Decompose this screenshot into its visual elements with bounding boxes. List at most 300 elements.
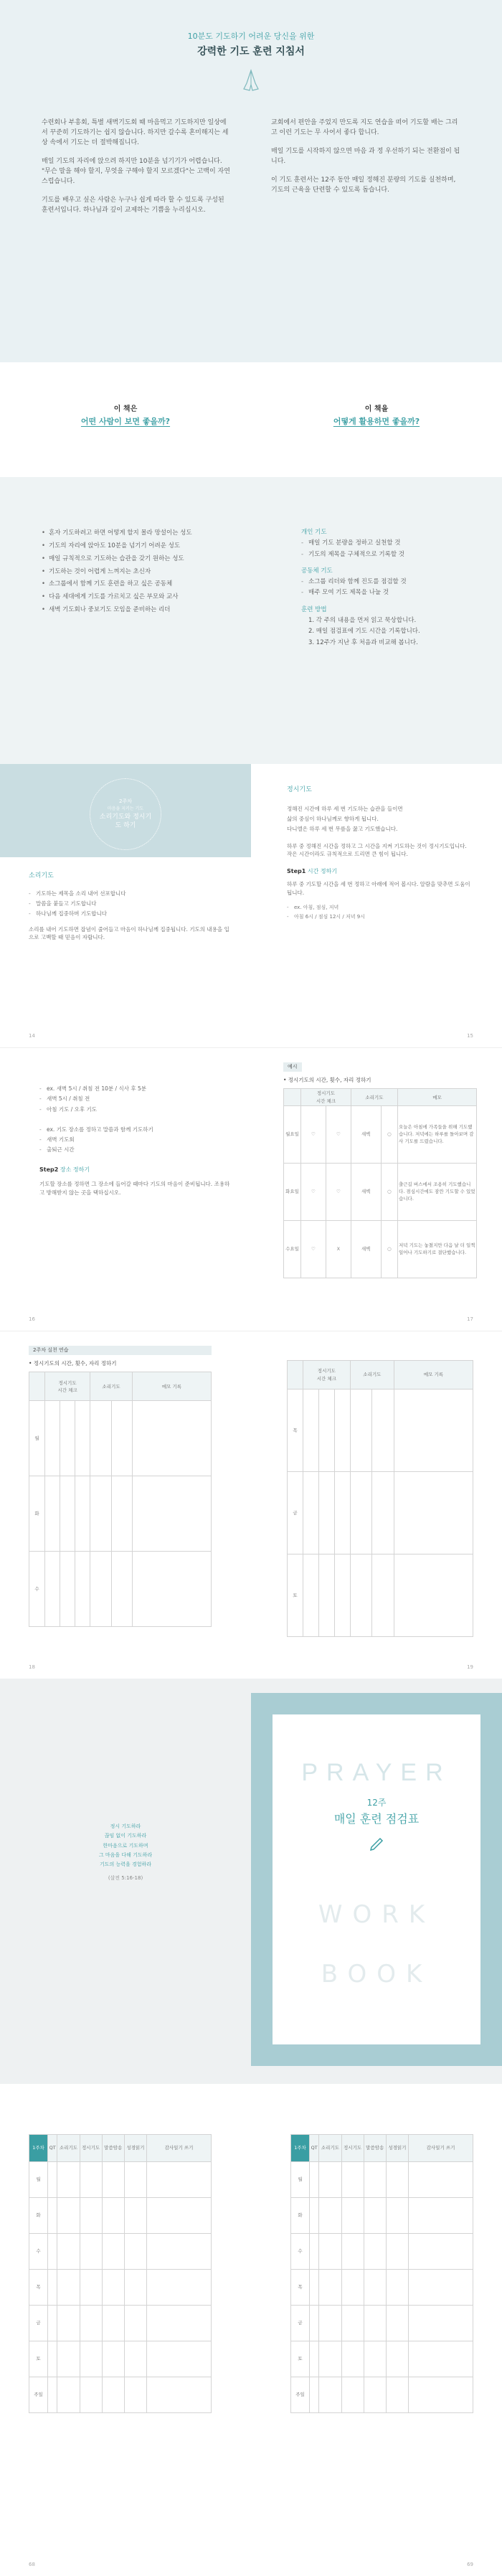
steps-spread — [0, 1047, 502, 1331]
left-bullet: - 기도하는 제목을 소리 내어 선포합니다 — [29, 889, 229, 899]
practice-memo-cell[interactable] — [394, 1390, 473, 1472]
checklist-cell[interactable] — [386, 2234, 408, 2270]
checklist-cell[interactable] — [319, 2306, 341, 2341]
checklist-cell[interactable] — [124, 2162, 146, 2198]
example-cell: X — [326, 1220, 351, 1278]
practice-cell[interactable] — [75, 1552, 90, 1627]
practice-row — [288, 1390, 473, 1472]
intro-right-column — [271, 118, 461, 196]
checklist-cell[interactable] — [341, 2234, 364, 2270]
practice-cell[interactable] — [334, 1390, 350, 1472]
intro-title: 강력한 기도 훈련 지침서 — [197, 46, 305, 57]
practice-cell[interactable] — [350, 1390, 372, 1472]
steps-left-page — [39, 1084, 233, 1197]
usage-left-item: • 소그룹에서 함께 기도 훈련을 하고 싶은 공동체 — [42, 578, 250, 591]
usage-left-item: • 다음 세대에게 기도를 가르치고 싶은 부모와 교사 — [42, 591, 250, 604]
checklist-cell[interactable] — [124, 2377, 146, 2413]
checklist-cell[interactable] — [124, 2341, 146, 2377]
step2-label: Step2 — [39, 1166, 59, 1173]
practice-th — [288, 1361, 303, 1390]
checklist-th: QT — [310, 2135, 319, 2162]
ex-line: - 새벽 5시 / 취침 전 — [39, 1094, 233, 1104]
practice-day: 목 — [288, 1390, 303, 1472]
checklist-row — [29, 2270, 212, 2306]
checklist-cell[interactable] — [57, 2270, 80, 2306]
practice-memo-cell[interactable] — [133, 1401, 212, 1476]
practice-day: 금 — [288, 1472, 303, 1554]
right-line: 정해진 시간에 하루 세 번 기도하는 습관을 들이면 — [287, 805, 403, 812]
checklist-row — [29, 2162, 212, 2198]
checklist-day: 목 — [291, 2270, 310, 2306]
page-number-left: 16 — [29, 1316, 35, 1323]
example-cell: 새벽 — [351, 1105, 381, 1163]
checklist-cell[interactable] — [364, 2377, 386, 2413]
checklist-th: 감사일기 쓰기 — [409, 2135, 473, 2162]
practice-cell[interactable] — [318, 1472, 334, 1554]
practice-th — [29, 1372, 45, 1401]
checklist-cell[interactable] — [48, 2341, 57, 2377]
example-row — [284, 1220, 477, 1278]
practice-cell[interactable] — [60, 1401, 75, 1476]
practice-cell[interactable] — [318, 1390, 334, 1472]
right-paragraph: 하루 중 정해진 시간을 정하고 그 시간을 지켜 기도하는 것이 정시기도입니다. 작은 시간이라도 규칙적으로 드리면 큰 힘이 됩니다. — [287, 842, 467, 858]
step1-title-row — [287, 867, 473, 876]
right-line: 다니엘은 하루 세 번 무릎을 꿇고 기도했습니다. — [287, 826, 398, 833]
checklist-cell[interactable] — [319, 2234, 341, 2270]
page-number-left: 18 — [29, 1664, 35, 1671]
practice-cell[interactable] — [111, 1552, 132, 1627]
practice-cell[interactable] — [75, 1476, 90, 1552]
checklist-row — [29, 2198, 212, 2234]
usage-group-personal — [301, 527, 473, 560]
checklist-day: 목 — [29, 2270, 48, 2306]
checklist-cell[interactable] — [409, 2234, 473, 2270]
checklist-row — [29, 2306, 212, 2341]
cover-bottom-word-2: BOOK — [321, 1959, 432, 1988]
example-row — [284, 1105, 477, 1163]
checklist-cell[interactable] — [409, 2341, 473, 2377]
example-memo: 출근길 버스에서 조용히 기도했습니다. 점심시간에도 잠깐 기도할 수 있었습니다. — [398, 1163, 477, 1220]
checklist-day: 화 — [291, 2198, 310, 2234]
checklist-cell[interactable] — [310, 2162, 319, 2198]
practice-memo-cell[interactable] — [133, 1476, 212, 1552]
practice-cell[interactable] — [45, 1476, 60, 1552]
practice-cell[interactable] — [372, 1390, 394, 1472]
checklist-cell[interactable] — [80, 2234, 102, 2270]
checklist-cell[interactable] — [386, 2270, 408, 2306]
checklist-cell[interactable] — [386, 2306, 408, 2341]
ex2-line: - 출퇴근 시간 — [39, 1145, 233, 1155]
usage-right-groups — [301, 527, 473, 648]
question-how-big: 어떻게 활용하면 좋을까? — [333, 416, 420, 426]
usage-left-item: • 기도의 자리에 앉아도 10분을 넘기기 어려운 성도 — [42, 540, 250, 553]
checklist-cell[interactable] — [409, 2198, 473, 2234]
practice-day: 토 — [288, 1554, 303, 1637]
usage-group-item: 3. 12주가 지난 후 처음과 비교해 봅니다. — [308, 638, 418, 646]
left-heading: 소리기도 — [29, 872, 54, 879]
checklist-cell[interactable] — [364, 2306, 386, 2341]
checklist-th: 정시기도 — [341, 2135, 364, 2162]
example-cell: ○ — [381, 1163, 397, 1220]
checklist-day: 화 — [29, 2198, 48, 2234]
intro-right-p2: 매일 기도를 시작하지 않으면 마음 과 정 우선하기 되는 전환점이 됩니다. — [271, 147, 460, 165]
practice-table-left — [29, 1372, 212, 1627]
practice-cell[interactable] — [303, 1390, 319, 1472]
ex2-list — [39, 1125, 233, 1156]
usage-section — [0, 477, 502, 764]
usage-left-item: • 혼자 기도하려고 하면 어떻게 할지 몰라 망설이는 성도 — [42, 527, 250, 540]
example-th: 정시기도 시간 체크 — [301, 1089, 351, 1105]
practice-memo-cell[interactable] — [394, 1554, 473, 1637]
step1-title: 시간 정하기 — [307, 867, 338, 874]
practice-cell[interactable] — [334, 1554, 350, 1637]
step2-title: 장소 정하기 — [60, 1166, 90, 1173]
practice-memo-cell[interactable] — [394, 1472, 473, 1554]
checklist-cell[interactable] — [57, 2162, 80, 2198]
checklist-cell[interactable] — [409, 2270, 473, 2306]
intro-section — [0, 0, 502, 362]
example-day: 수요일 — [284, 1220, 301, 1278]
usage-left-item: • 새벽 기도회나 중보기도 모임을 준비하는 리더 — [42, 604, 250, 617]
question-how-small: 이 책을 — [364, 405, 389, 413]
checklist-cell[interactable] — [57, 2341, 80, 2377]
cover-top-word: PRAYER — [301, 1759, 452, 1786]
checklist-cell[interactable] — [147, 2270, 212, 2306]
checklist-cell[interactable] — [102, 2341, 124, 2377]
checklist-cell[interactable] — [310, 2234, 319, 2270]
checklist-th: 말씀암송 — [364, 2135, 386, 2162]
checklist-cell[interactable] — [310, 2270, 319, 2306]
checklist-row — [291, 2377, 473, 2413]
checklist-cell[interactable] — [147, 2162, 212, 2198]
checklist-th: QT — [48, 2135, 57, 2162]
practice-th: 정시기도 시간 체크 — [303, 1361, 351, 1390]
checklist-day: 수 — [29, 2234, 48, 2270]
checklist-cell[interactable] — [147, 2234, 212, 2270]
checklist-cell[interactable] — [341, 2377, 364, 2413]
checklist-cell[interactable] — [102, 2198, 124, 2234]
cover-frame — [251, 1693, 502, 2066]
praying-hands-icon — [237, 66, 265, 95]
checklist-cell[interactable] — [341, 2198, 364, 2234]
page-number-left: 68 — [29, 2562, 35, 2568]
practice-cell[interactable] — [45, 1401, 60, 1476]
checklist-cell[interactable] — [310, 2306, 319, 2341]
chapter-badge — [90, 778, 161, 850]
checklist-day: 주일 — [291, 2377, 310, 2413]
week-label: 1주차 — [291, 2135, 310, 2162]
checklist-cell[interactable] — [80, 2306, 102, 2341]
practice-cell[interactable] — [60, 1552, 75, 1627]
right-heading: 정시기도 — [287, 786, 312, 793]
checklist-day: 토 — [291, 2341, 310, 2377]
checklist-cell[interactable] — [319, 2162, 341, 2198]
left-bullet: - 하나님께 집중하며 기도합니다 — [29, 909, 229, 919]
checklist-cell[interactable] — [409, 2162, 473, 2198]
step1-examples — [287, 903, 473, 923]
checklist-th: 소리기도 — [57, 2135, 80, 2162]
right-line: 삶의 중심이 하나님께로 향하게 됩니다. — [287, 816, 379, 823]
chapter-right-page — [287, 785, 473, 922]
practice-row — [29, 1476, 212, 1552]
step1-example: - ex. 아침, 점심, 저녁 — [287, 903, 473, 912]
example-row — [284, 1163, 477, 1220]
example-title: • 정시기도의 시간, 횟수, 자리 정하기 — [283, 1076, 371, 1083]
checklist-cell[interactable] — [147, 2198, 212, 2234]
checklist-cell[interactable] — [48, 2234, 57, 2270]
practice-cell[interactable] — [303, 1472, 319, 1554]
step2-paragraph: 기도할 장소를 정하면 그 장소에 들어갈 때마다 기도의 마음이 준비됩니다. 조용하고 방해받지 않는 곳을 택하십시오. — [39, 1180, 230, 1196]
practice-cell[interactable] — [372, 1554, 394, 1637]
usage-left-list — [42, 527, 250, 617]
practice-cell[interactable] — [90, 1401, 111, 1476]
questions-section — [0, 362, 502, 477]
usage-group-item: - 매일 기도 분량을 정하고 실천할 것 — [301, 538, 473, 549]
checklist-cell[interactable] — [364, 2198, 386, 2234]
checklist-cell[interactable] — [57, 2198, 80, 2234]
practice-th: 소리기도 — [90, 1372, 133, 1401]
checklist-cell[interactable] — [386, 2377, 408, 2413]
page-number-right: 19 — [467, 1664, 473, 1671]
checklist-cell[interactable] — [341, 2341, 364, 2377]
practice-cell[interactable] — [90, 1476, 111, 1552]
intro-left-p3: 기도를 배우고 싶은 사람은 누구나 쉽게 따라 할 수 있도록 구성된 훈련서입니다. 하나님과 깊이 교제하는 기쁨을 누리십시오. — [42, 196, 224, 214]
checklist-cell[interactable] — [80, 2377, 102, 2413]
pencil-icon — [368, 1836, 385, 1853]
checklist-cell[interactable] — [364, 2341, 386, 2377]
practice-day: 월 — [29, 1401, 45, 1476]
example-cell: 새벽 — [351, 1163, 381, 1220]
checklist-cell[interactable] — [147, 2306, 212, 2341]
page-number-left: 14 — [29, 1033, 35, 1039]
quote-line: 그 마음을 다해 기도하라 — [98, 1851, 153, 1858]
practice-cell[interactable] — [60, 1476, 75, 1552]
page-number-right: 17 — [467, 1316, 473, 1323]
checklist-cell[interactable] — [319, 2198, 341, 2234]
step2-title-row — [39, 1166, 233, 1174]
practice-th-memo: 메모 기록 — [394, 1361, 473, 1390]
checklist-cell[interactable] — [102, 2377, 124, 2413]
chapter-badge-main: 소리기도와 정시기도 하기 — [99, 813, 152, 829]
checklist-day: 금 — [29, 2306, 48, 2341]
checklist-cell[interactable] — [319, 2377, 341, 2413]
intro-left-p1: 수련회나 부흥회, 특별 새벽기도회 때 마음먹고 기도하지만 일상에서 꾸준히 기도하기는 쉽지 않습니다. 하지만 갈수록 혼미해지는 세상 속에서 기도는 더 절박해집니다. — [42, 119, 229, 146]
example-memo: 오늘은 아침에 가족들을 위해 기도했습니다. 저녁에는 하루를 돌아보며 감사 기도를 드렸습니다. — [398, 1105, 477, 1163]
checklist-cell[interactable] — [102, 2234, 124, 2270]
quote-line: 한마음으로 기도하며 — [103, 1842, 148, 1849]
practice-cell[interactable] — [350, 1472, 372, 1554]
step1-example: - 아침 6시 / 점심 12시 / 저녁 9시 — [287, 912, 473, 922]
checklist-spread — [0, 2084, 502, 2576]
checklist-cell[interactable] — [102, 2306, 124, 2341]
page-number-right: 15 — [467, 1033, 473, 1039]
checklist-cell[interactable] — [80, 2341, 102, 2377]
checklist-cell[interactable] — [102, 2162, 124, 2198]
chapter-spread — [0, 764, 502, 1047]
checklist-row — [29, 2341, 212, 2377]
checklist-row — [291, 2306, 473, 2341]
practice-row — [29, 1552, 212, 1627]
checklist-cell[interactable] — [80, 2198, 102, 2234]
question-who-small: 이 책은 — [113, 405, 138, 413]
usage-group-item: 2. 매일 점검표에 기도 시간을 기록합니다. — [308, 628, 420, 636]
checklist-cell[interactable] — [57, 2234, 80, 2270]
practice-row — [288, 1472, 473, 1554]
quote-line: 기도의 능력을 경험하라 — [99, 1862, 152, 1868]
checklist-cell[interactable] — [124, 2198, 146, 2234]
practice-cell[interactable] — [350, 1554, 372, 1637]
checklist-cell[interactable] — [341, 2306, 364, 2341]
checklist-cell[interactable] — [147, 2377, 212, 2413]
example-cell: 새벽 — [351, 1220, 381, 1278]
checklist-cell[interactable] — [48, 2162, 57, 2198]
practice-th-memo: 메모 기록 — [133, 1372, 212, 1401]
left-bullets — [29, 889, 229, 920]
practice-left-page — [29, 1346, 212, 1627]
quote-line: 정시 기도하라 — [110, 1824, 141, 1829]
checklist-cell[interactable] — [48, 2306, 57, 2341]
practice-memo-cell[interactable] — [133, 1552, 212, 1627]
checklist-cell[interactable] — [386, 2162, 408, 2198]
checklist-cell[interactable] — [80, 2270, 102, 2306]
practice-cell[interactable] — [111, 1476, 132, 1552]
checklist-cell[interactable] — [102, 2270, 124, 2306]
example-cell: ♡ — [326, 1163, 351, 1220]
practice-tag: 2주차 실천 연습 — [29, 1346, 212, 1355]
intro-right-p1: 교회에서 편안을 주었지 만도록 지도 연습을 떠어 기도할 배는 그리고 이런 기도는 무 사어서 좋다 합니다. — [271, 119, 458, 136]
quote-ref: (살전 5:16-18) — [108, 1875, 143, 1882]
quote-line: 끊임 없이 기도하라 — [104, 1833, 147, 1839]
checklist-row — [291, 2198, 473, 2234]
example-day: 화요일 — [284, 1163, 301, 1220]
usage-group-method — [301, 605, 473, 648]
checklist-row — [291, 2162, 473, 2198]
workbook-spread — [0, 1679, 502, 2084]
checklist-row — [29, 2377, 212, 2413]
example-th — [284, 1089, 301, 1105]
example-th: 메모 — [398, 1089, 477, 1105]
usage-group-item: - 매주 모여 기도 제목을 나눌 것 — [301, 588, 473, 598]
checklist-row — [291, 2341, 473, 2377]
practice-th: 정시기도 시간 체크 — [45, 1372, 90, 1401]
practice-cell[interactable] — [334, 1472, 350, 1554]
checklist-th: 정시기도 — [80, 2135, 102, 2162]
example-th: 소리기도 — [351, 1089, 397, 1105]
checklist-cell[interactable] — [124, 2306, 146, 2341]
week-label: 1주차 — [29, 2135, 48, 2162]
checklist-cell[interactable] — [364, 2162, 386, 2198]
practice-cell[interactable] — [318, 1554, 334, 1637]
practice-cell[interactable] — [372, 1472, 394, 1554]
checklist-cell[interactable] — [310, 2198, 319, 2234]
example-cell: ♡ — [301, 1105, 326, 1163]
ex-line: - ex. 새벽 5시 / 취침 전 10분 / 식사 후 5분 — [39, 1084, 233, 1094]
example-cell: ♡ — [301, 1220, 326, 1278]
practice-spread — [0, 1331, 502, 1679]
checklist-cell[interactable] — [386, 2198, 408, 2234]
usage-group-item: - 기도의 제목을 구체적으로 기록할 것 — [301, 549, 473, 560]
checklist-cell[interactable] — [57, 2306, 80, 2341]
checklist-row — [29, 2234, 212, 2270]
checklist-cell[interactable] — [319, 2341, 341, 2377]
checklist-cell[interactable] — [310, 2341, 319, 2377]
example-cell: ♡ — [301, 1163, 326, 1220]
checklist-cell[interactable] — [364, 2270, 386, 2306]
intro-left-p2: 매일 기도의 자리에 앉으려 하지만 10분을 넘기기가 어렵습니다. "무슨 말을 해야 할지, 무엇을 구해야 할지 모르겠다"는 고백이 자연스럽습니다. — [42, 157, 230, 185]
step1-label: Step1 — [287, 867, 306, 874]
checklist-cell[interactable] — [341, 2162, 364, 2198]
checklist-day: 수 — [291, 2234, 310, 2270]
ex-line: - 아침 기도 / 오후 기도 — [39, 1105, 233, 1115]
checklist-cell[interactable] — [409, 2306, 473, 2341]
intro-right-p3: 이 기도 훈련서는 12주 동안 매일 정해진 분량의 기도를 실천하며, 기도의 근육을 단련할 수 있도록 돕습니다. — [271, 176, 456, 194]
checklist-cell[interactable] — [48, 2377, 57, 2413]
checklist-cell[interactable] — [147, 2341, 212, 2377]
checklist-cell[interactable] — [386, 2341, 408, 2377]
checklist-cell[interactable] — [124, 2270, 146, 2306]
checklist-cell[interactable] — [364, 2234, 386, 2270]
checklist-cell[interactable] — [48, 2270, 57, 2306]
checklist-cell[interactable] — [48, 2198, 57, 2234]
checklist-cell[interactable] — [341, 2270, 364, 2306]
usage-group-head: 훈련 방법 — [301, 605, 327, 613]
intro-left-column — [42, 118, 232, 216]
usage-group-head: 개인 기도 — [301, 529, 327, 536]
checklist-cell[interactable] — [310, 2377, 319, 2413]
checklist-cell[interactable] — [319, 2270, 341, 2306]
cover-bottom-word-1: WORK — [318, 1900, 435, 1930]
cover-sub: 12주 — [366, 1797, 387, 1808]
checklist-th: 소리기도 — [319, 2135, 341, 2162]
chapter-banner — [0, 764, 251, 857]
checklist-row — [291, 2270, 473, 2306]
workbook-quote — [0, 1822, 251, 1884]
example-table — [283, 1088, 477, 1278]
checklist-day: 토 — [29, 2341, 48, 2377]
question-who — [0, 404, 251, 428]
usage-left-item: • 기도하는 것이 어렵게 느껴지는 초신자 — [42, 566, 250, 579]
checklist-cell[interactable] — [80, 2162, 102, 2198]
left-paragraph: 소리를 내어 기도하면 잡념이 줄어들고 마음이 하나님께 집중됩니다. 기도의 내용을 입으로 고백할 때 믿음이 자랍니다. — [29, 925, 229, 941]
example-memo: 저녁 기도는 놓쳤지만 다음 날 더 일찍 일어나 기도하기로 결단했습니다. — [398, 1220, 477, 1278]
checklist-day: 주일 — [29, 2377, 48, 2413]
checklist-day: 금 — [291, 2306, 310, 2341]
practice-cell[interactable] — [45, 1552, 60, 1627]
usage-group-item: 1. 각 주의 내용을 먼저 읽고 묵상합니다. — [308, 617, 417, 625]
practice-th: 소리기도 — [350, 1361, 394, 1390]
checklist-day: 월 — [291, 2162, 310, 2198]
checklist-cell[interactable] — [57, 2377, 80, 2413]
checklist-cell[interactable] — [124, 2234, 146, 2270]
step1-text: 하루 중 기도할 시간을 세 번 정하고 아래에 적어 봅시다. 알람을 맞추면 도움이 됩니다. — [287, 881, 470, 896]
usage-left-item: • 매일 규칙적으로 기도하는 습관을 갖기 원하는 성도 — [42, 553, 250, 566]
chapter-badge-top: 2주차 — [119, 798, 132, 804]
checklist-row — [291, 2234, 473, 2270]
checklist-th: 성경읽기 — [124, 2135, 146, 2162]
practice-row — [288, 1554, 473, 1637]
ex-list — [39, 1084, 233, 1115]
right-lines — [287, 804, 473, 835]
ex2-line: - 새벽 기도회 — [39, 1135, 233, 1145]
checklist-cell[interactable] — [409, 2377, 473, 2413]
example-day: 월요일 — [284, 1105, 301, 1163]
cover-title: 매일 훈련 점검표 — [333, 1812, 420, 1826]
practice-cell[interactable] — [90, 1552, 111, 1627]
practice-cell[interactable] — [111, 1401, 132, 1476]
practice-cell[interactable] — [303, 1554, 319, 1637]
practice-table-right — [287, 1360, 473, 1637]
practice-cell[interactable] — [75, 1401, 90, 1476]
